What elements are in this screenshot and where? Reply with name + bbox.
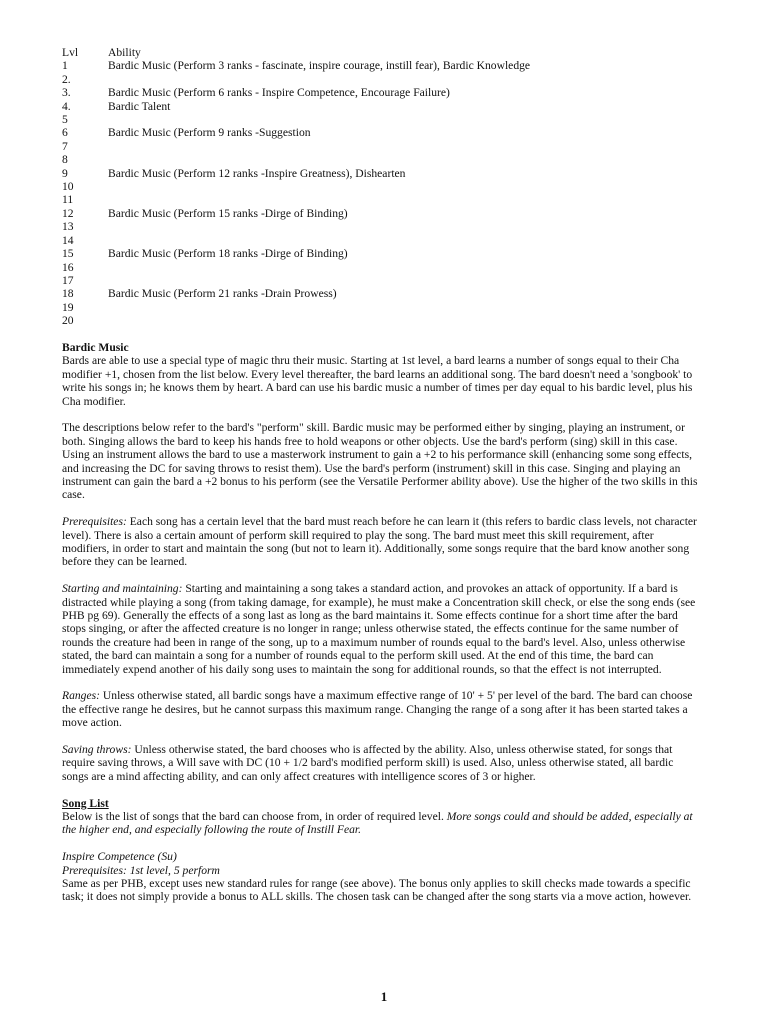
ability-cell: Bardic Music (Perform 6 ranks - Inspire Competence, Encourage Failure) bbox=[108, 86, 450, 100]
starting-label: Starting and maintaining: bbox=[62, 582, 183, 596]
level-cell: 8 bbox=[62, 153, 68, 167]
ability-cell: Bardic Music (Perform 9 ranks -Suggestion bbox=[108, 126, 311, 140]
table-row bbox=[62, 86, 530, 99]
song-list-heading: Song List bbox=[62, 796, 109, 810]
level-cell: 5 bbox=[62, 113, 68, 127]
table-row bbox=[62, 59, 530, 72]
ability-cell bbox=[108, 314, 530, 327]
ability-cell bbox=[108, 73, 530, 86]
table-row bbox=[62, 167, 530, 180]
level-cell: 3. bbox=[62, 86, 71, 100]
ability-cell bbox=[108, 301, 530, 314]
table-row bbox=[62, 73, 530, 86]
table-row bbox=[62, 234, 530, 247]
level-cell: 18 bbox=[62, 287, 74, 301]
starting-text: Starting and maintaining a song takes a standard action, and provokes an attack of opportunity. If a bard is distracted while playing a song (from taking damage, for example), he must make a Concentration skill check, or else the song ends (see PHB pg 69). Generally the effects of a song last as long as the bard maintains it. Some effects continue for a short time after the bard stops singing, or after the affected creature is no longer in range; unless otherwise stated, the effects continue for the same number of rounds the creature had been in range of the song, up to a maximum number of rounds equal to the bard's level. Also, unless otherwise stated, the bard can maintain a song for a number of rounds equal to the perform skill used. At the end of this time, the bard can immediately expend another of his daily song uses to maintain the song for additional rounds, so that the effect is not interrupted. bbox=[62, 582, 696, 676]
starting-maintaining-paragraph bbox=[62, 582, 702, 676]
saving-label: Saving throws: bbox=[62, 743, 132, 757]
ability-cell: Bardic Music (Perform 18 ranks -Dirge of Binding) bbox=[108, 247, 348, 261]
level-cell: 11 bbox=[62, 193, 74, 207]
level-cell: 19 bbox=[62, 300, 74, 314]
table-row bbox=[62, 100, 530, 113]
header-lvl: Lvl bbox=[62, 46, 79, 59]
level-cell: 1 bbox=[62, 59, 68, 73]
bardic-music-intro: Bards are able to use a special type of magic thru their music. Starting at 1st level, a bard learns a number of songs equal to their Cha modifier +1, chosen from the list below. Every level thereafter, the bard learns an additional song. The bard doesn't need a 'songbook' to write his songs in; he knows them by heart. A bard can use his bardic music a number of times per day equal to his bardic level, plus his Cha modifier. bbox=[62, 354, 693, 408]
ability-cell bbox=[108, 140, 530, 153]
table-row bbox=[62, 220, 530, 233]
table-row bbox=[62, 314, 530, 327]
table-row bbox=[62, 247, 530, 260]
page-number: 1 bbox=[380, 989, 388, 1004]
table-row bbox=[62, 140, 530, 153]
saving-throws-paragraph bbox=[62, 743, 702, 783]
song-list-intro-plain: Below is the list of songs that the bard can choose from, in order of required level. bbox=[62, 810, 447, 824]
level-cell: 17 bbox=[62, 273, 74, 287]
table-row bbox=[62, 153, 530, 166]
table-row bbox=[62, 274, 530, 287]
table-row bbox=[62, 287, 530, 300]
ranges-paragraph bbox=[62, 689, 702, 729]
table-row bbox=[62, 193, 530, 206]
bardic-music-heading: Bardic Music bbox=[62, 340, 129, 354]
ability-cell bbox=[108, 234, 530, 247]
saving-text: Unless otherwise stated, the bard chooses who is affected by the ability. Also, unless otherwise stated, for songs that require saving throws, a Will save with DC (10 + 1/2 bard's modified perform skill) is used. Also, unless otherwise stated, all bardic songs are a mind affecting ability, and can only affect creatures with intelligence scores of 3 or higher. bbox=[62, 743, 674, 783]
song-title: Inspire Competence (Su) bbox=[62, 850, 177, 864]
ability-cell bbox=[108, 220, 530, 233]
level-ability-table bbox=[62, 46, 530, 328]
ranges-text: Unless otherwise stated, all bardic songs have a maximum effective range of 10' + 5' per level of the bard. The bard can choose the effective range he desires, but he cannot surpass this maximum range. Changing the range of a song after it has been started takes a move action. bbox=[62, 689, 693, 730]
ability-cell bbox=[108, 180, 530, 193]
ranges-label: Ranges: bbox=[62, 689, 100, 703]
table-header-row bbox=[62, 46, 530, 59]
ability-cell bbox=[108, 274, 530, 287]
prerequisites-text: Each song has a certain level that the bard must reach before he can learn it (this refers to bardic class levels, not character level). There is also a certain amount of perform skill required to play the song. The bard must meet this skill requirement, after modifiers, in order to start and maintain the song (but not to learn it). Additionally, some songs require that the bard know another song before they can be learned. bbox=[62, 515, 697, 569]
perform-paragraph: The descriptions below refer to the bard's "perform" skill. Bardic music may be performed either by singing, playing an instrument, or both. Singing allows the bard to keep his hands free to hold weapons or other objects. Use the bard's perform (sing) skill in this case. Using an instrument allows the bard to use a masterwork instrument to gain a +2 to his performance skill (enhancing some song effects, and increasing the DC for saving throws to resist them). Use the bard's perform (instrument) skill in this case. Singing and playing an instrument can gain the bard a +2 bonus to his perform (see the Versatile Performer ability above). Use the higher of the two skills in this case. bbox=[62, 421, 698, 502]
song-list-intro-italic: More songs could and should be added, especially at the higher end, and especially following the route of Instill Fear. bbox=[62, 810, 693, 837]
table-row bbox=[62, 113, 530, 126]
document-page bbox=[62, 46, 702, 904]
table-row bbox=[62, 180, 530, 193]
level-cell: 6 bbox=[62, 126, 68, 140]
level-cell: 7 bbox=[62, 139, 68, 153]
level-cell: 16 bbox=[62, 260, 74, 274]
level-cell: 14 bbox=[62, 233, 74, 247]
level-cell: 10 bbox=[62, 180, 74, 194]
table-row bbox=[62, 126, 530, 139]
table-row bbox=[62, 261, 530, 274]
ability-cell bbox=[108, 193, 530, 206]
ability-cell: Bardic Music (Perform 3 ranks - fascinate, inspire courage, instill fear), Bardic Knowledge bbox=[108, 59, 531, 73]
song-prerequisites: Prerequisites: 1st level, 5 perform bbox=[62, 863, 220, 877]
song-description: Same as per PHB, except uses new standard rules for range (see above). The bonus only applies to skill checks made towards a specific task; it does not simply provide a bonus to ALL skills. The chosen task can be changed after the song starts via a move action, however. bbox=[62, 877, 692, 904]
ability-cell bbox=[108, 261, 530, 274]
ability-cell bbox=[108, 153, 530, 166]
table-row bbox=[62, 207, 530, 220]
ability-cell: Bardic Music (Perform 21 ranks -Drain Prowess) bbox=[108, 287, 337, 301]
level-cell: 4. bbox=[62, 99, 71, 113]
level-cell: 2. bbox=[62, 72, 71, 86]
header-ability: Ability bbox=[108, 46, 141, 59]
level-cell: 20 bbox=[62, 314, 74, 328]
ability-cell: Bardic Music (Perform 15 ranks -Dirge of Binding) bbox=[108, 206, 348, 220]
level-cell: 15 bbox=[62, 247, 74, 261]
ability-cell: Bardic Music (Perform 12 ranks -Inspire Greatness), Dishearten bbox=[108, 166, 406, 180]
ability-cell bbox=[108, 113, 530, 126]
table-row bbox=[62, 301, 530, 314]
prerequisites-paragraph bbox=[62, 515, 702, 569]
level-cell: 13 bbox=[62, 220, 74, 234]
level-cell: 12 bbox=[62, 206, 74, 220]
ability-cell: Bardic Talent bbox=[108, 99, 171, 113]
prerequisites-label: Prerequisites: bbox=[62, 515, 127, 529]
song-list-intro bbox=[62, 810, 702, 837]
level-cell: 9 bbox=[62, 166, 68, 180]
